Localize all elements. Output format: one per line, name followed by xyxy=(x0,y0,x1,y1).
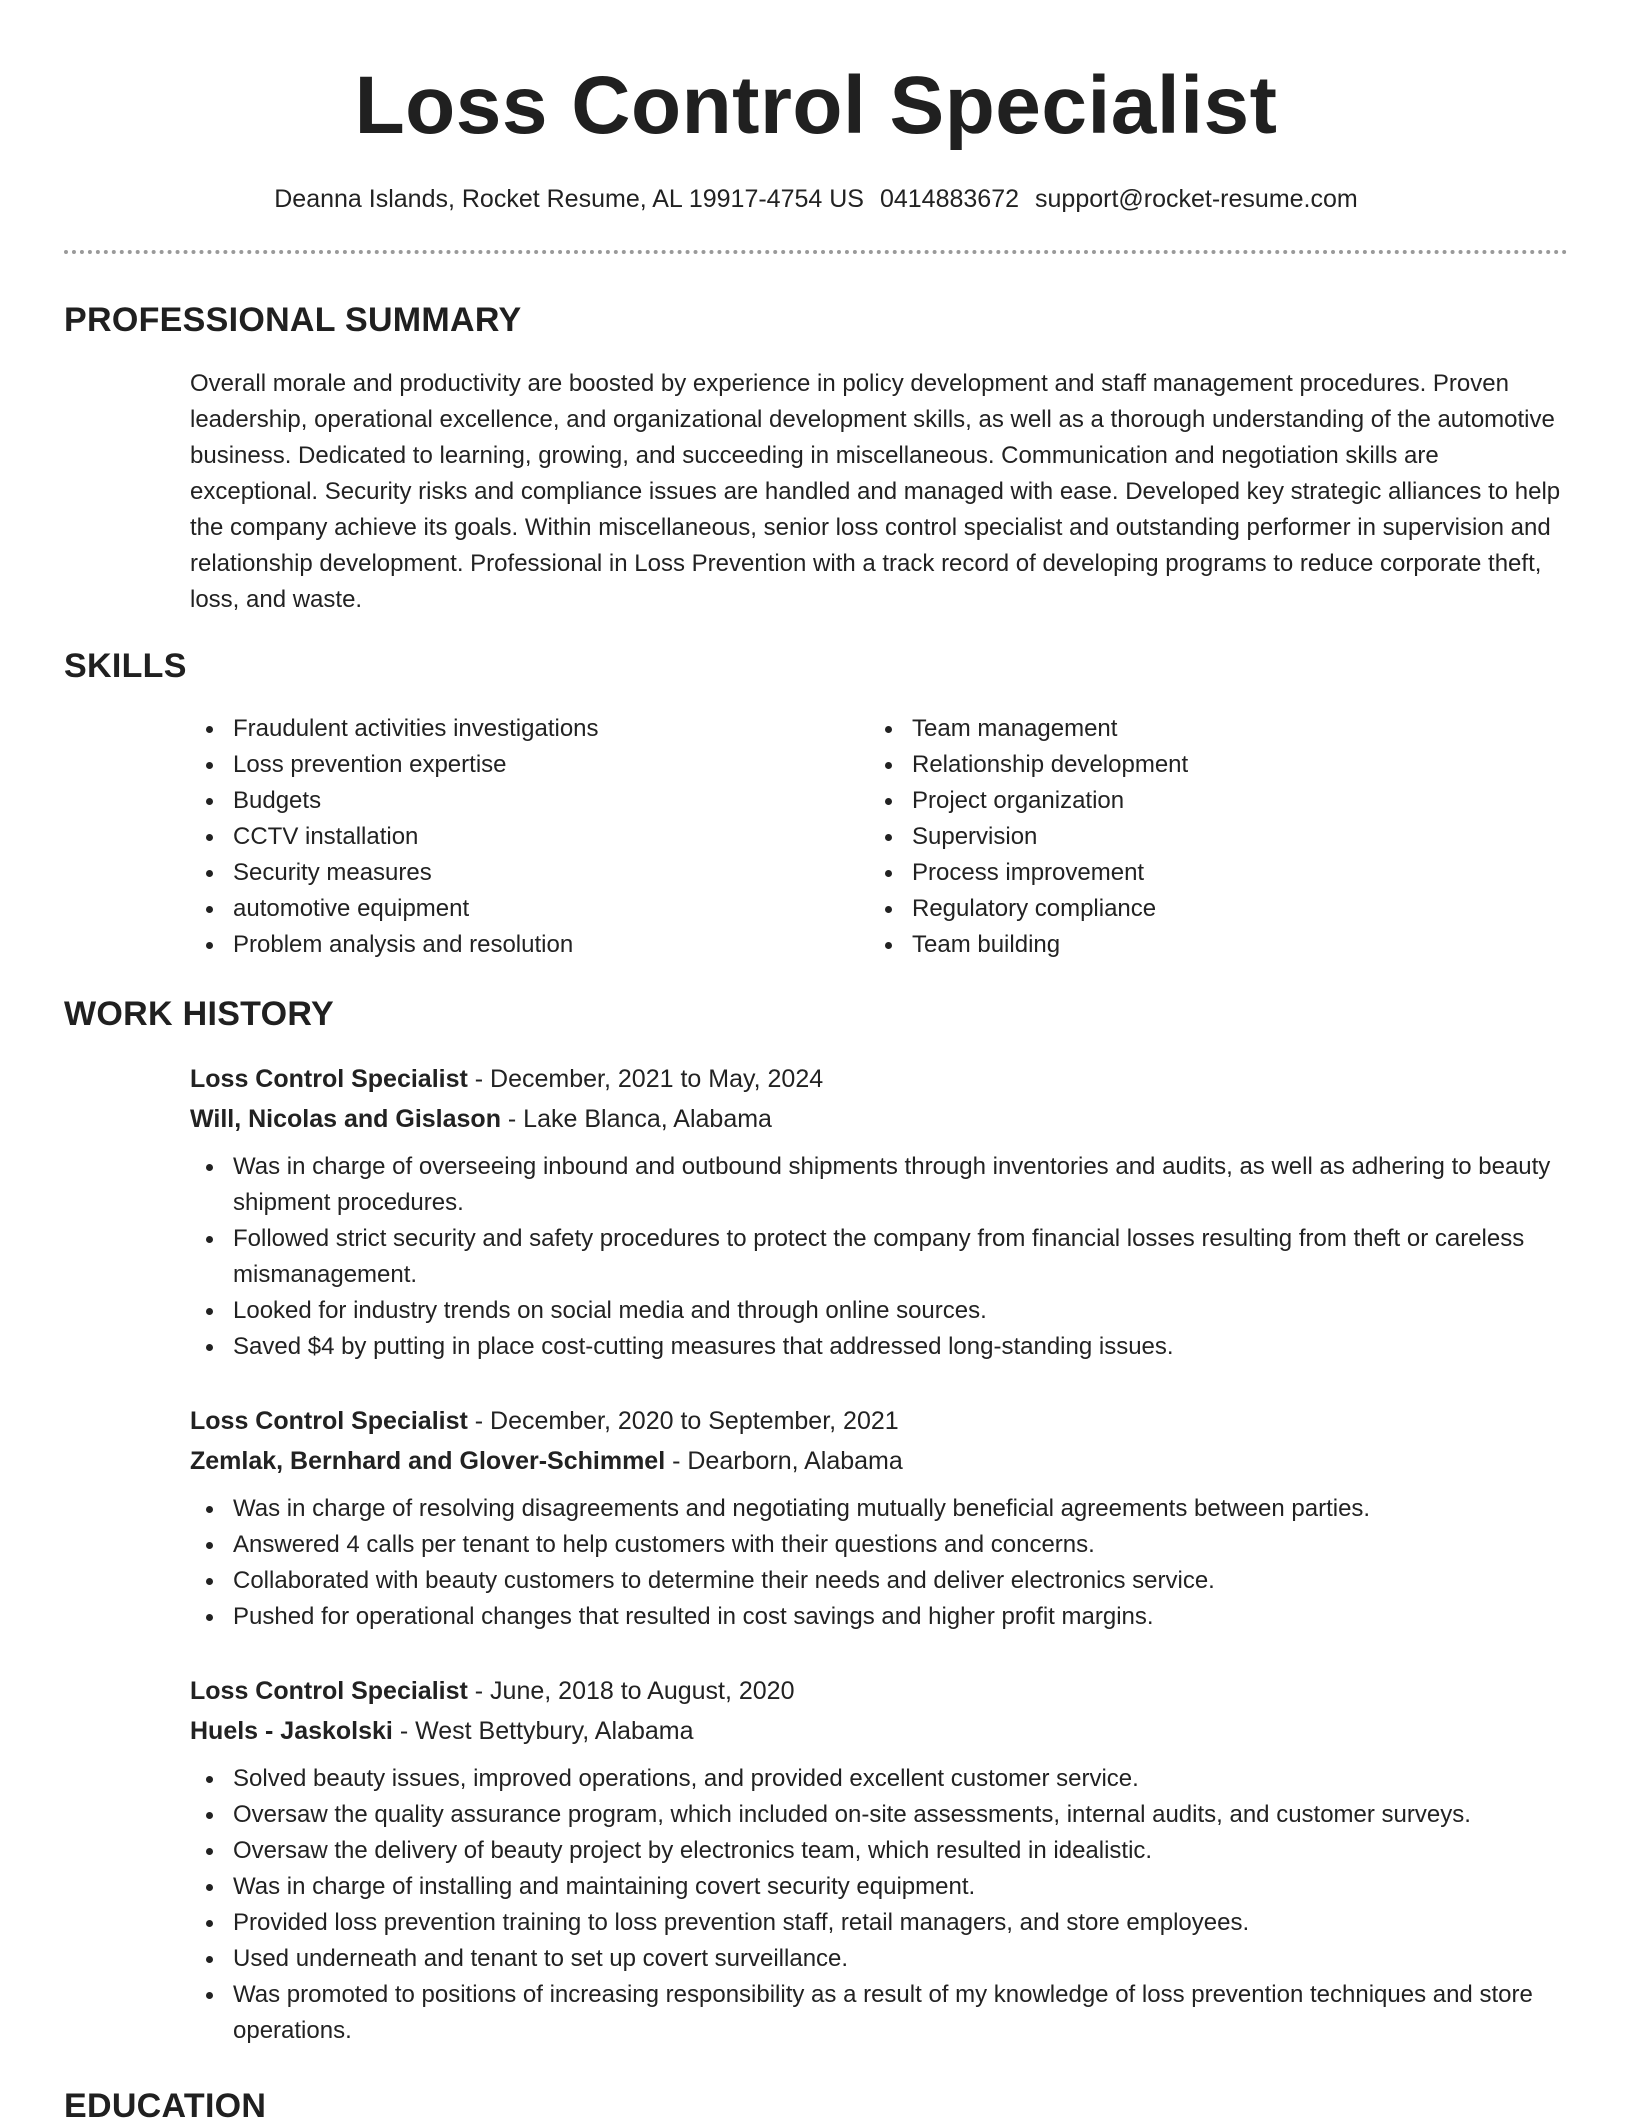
skill-item: Regulatory compliance xyxy=(869,891,1489,927)
summary-text: Overall morale and productivity are boosted by experience in policy development and staff management procedures. Proven leadership, operational excellence, and organizational development skills, as well as a thorough understanding of the automotive business. Dedicated to learning, growing, and succeeding in miscellaneous. Communication and negotiation skills are exceptional. Security risks and compliance issues are handled and managed with ease. Developed key strategic alliances to help the company achieve its goals. Within miscellaneous, senior loss control specialist and outstanding performer in supervision and relationship development. Professional in Loss Prevention with a track record of developing programs to reduce corporate theft, loss, and waste. xyxy=(190,370,1561,613)
skill-item: Budgets xyxy=(190,783,810,819)
skills-column-left xyxy=(190,711,810,963)
job-bullet: Followed strict security and safety procedures to protect the company from financial losses resulting from theft or careless mismanagement. xyxy=(190,1221,1570,1293)
job-dates: - December, 2020 to September, 2021 xyxy=(467,1407,899,1435)
job-title: Loss Control Specialist xyxy=(190,1407,468,1435)
job-bullets xyxy=(190,1491,1570,1635)
job-bullet: Was promoted to positions of increasing responsibility as a result of my knowledge of loss prevention techniques and store operations. xyxy=(190,1977,1570,2049)
contact-address: Deanna Islands, Rocket Resume, AL 19917-4754 US xyxy=(274,185,864,213)
work-history-heading: WORK HISTORY xyxy=(64,995,334,1033)
job-dates: - December, 2021 to May, 2024 xyxy=(467,1065,824,1093)
contact-phone: 0414883672 xyxy=(879,185,1020,213)
job-location: - Dearborn, Alabama xyxy=(665,1447,903,1475)
job-location: - Lake Blanca, Alabama xyxy=(500,1105,772,1133)
job-bullets xyxy=(190,1149,1570,1365)
job-bullets xyxy=(190,1761,1570,2049)
job-company: Huels - Jaskolski xyxy=(190,1717,393,1745)
job-bullet: Oversaw the quality assurance program, which included on-site assessments, internal audits, and customer surveys. xyxy=(190,1797,1570,1833)
skills-list-right xyxy=(869,711,1489,963)
job-company-line xyxy=(190,1711,1570,1751)
skills-list-left xyxy=(190,711,810,963)
job-bullet: Collaborated with beauty customers to determine their needs and deliver electronics service. xyxy=(190,1563,1570,1599)
job-bullet: Oversaw the delivery of beauty project by electronics team, which resulted in idealistic. xyxy=(190,1833,1570,1869)
job-bullet: Was in charge of resolving disagreements and negotiating mutually beneficial agreements between parties. xyxy=(190,1491,1570,1527)
job-location: - West Bettybury, Alabama xyxy=(392,1717,694,1745)
skill-item: Process improvement xyxy=(869,855,1489,891)
job-title: Loss Control Specialist xyxy=(190,1065,468,1093)
job-company: Zemlak, Bernhard and Glover-Schimmel xyxy=(190,1447,666,1475)
header-divider xyxy=(64,250,1568,254)
skills-column-right xyxy=(869,711,1489,963)
job-bullet: Answered 4 calls per tenant to help customers with their questions and concerns. xyxy=(190,1527,1570,1563)
contact-line xyxy=(0,182,1632,216)
summary-heading: PROFESSIONAL SUMMARY xyxy=(64,301,522,339)
job-entry xyxy=(190,1671,1570,2049)
resume-name: Loss Control Specialist xyxy=(354,60,1278,151)
skill-item: automotive equipment xyxy=(190,891,810,927)
skill-item: Team building xyxy=(869,927,1489,963)
job-bullet: Was in charge of installing and maintaining covert security equipment. xyxy=(190,1869,1570,1905)
job-title-line xyxy=(190,1671,1570,1711)
skills-heading: SKILLS xyxy=(64,647,187,685)
skill-item: Security measures xyxy=(190,855,810,891)
skill-item: Project organization xyxy=(869,783,1489,819)
job-title: Loss Control Specialist xyxy=(190,1677,468,1705)
job-bullet: Looked for industry trends on social media and through online sources. xyxy=(190,1293,1570,1329)
job-bullet: Was in charge of overseeing inbound and outbound shipments through inventories and audits, as well as adhering to beauty shipment procedures. xyxy=(190,1149,1570,1221)
job-company-line xyxy=(190,1441,1570,1481)
skill-item: CCTV installation xyxy=(190,819,810,855)
contact-email[interactable]: support@rocket-resume.com xyxy=(1035,185,1358,213)
skill-item: Team management xyxy=(869,711,1489,747)
job-bullet: Pushed for operational changes that resulted in cost savings and higher profit margins. xyxy=(190,1599,1570,1635)
skill-item: Supervision xyxy=(869,819,1489,855)
job-bullet: Provided loss prevention training to loss prevention staff, retail managers, and store employees. xyxy=(190,1905,1570,1941)
job-bullet: Solved beauty issues, improved operations, and provided excellent customer service. xyxy=(190,1761,1570,1797)
skill-item: Fraudulent activities investigations xyxy=(190,711,810,747)
skill-item: Problem analysis and resolution xyxy=(190,927,810,963)
job-bullet: Saved $4 by putting in place cost-cutting measures that addressed long-standing issues. xyxy=(190,1329,1570,1365)
job-dates: - June, 2018 to August, 2020 xyxy=(467,1677,795,1705)
job-company-line xyxy=(190,1099,1570,1139)
job-title-line xyxy=(190,1401,1570,1441)
skill-item: Relationship development xyxy=(869,747,1489,783)
job-entry xyxy=(190,1059,1570,1365)
job-entry xyxy=(190,1401,1570,1635)
education-heading: EDUCATION xyxy=(64,2087,267,2125)
job-company: Will, Nicolas and Gislason xyxy=(190,1105,501,1133)
skill-item: Loss prevention expertise xyxy=(190,747,810,783)
job-bullet: Used underneath and tenant to set up covert surveillance. xyxy=(190,1941,1570,1977)
job-title-line xyxy=(190,1059,1570,1099)
